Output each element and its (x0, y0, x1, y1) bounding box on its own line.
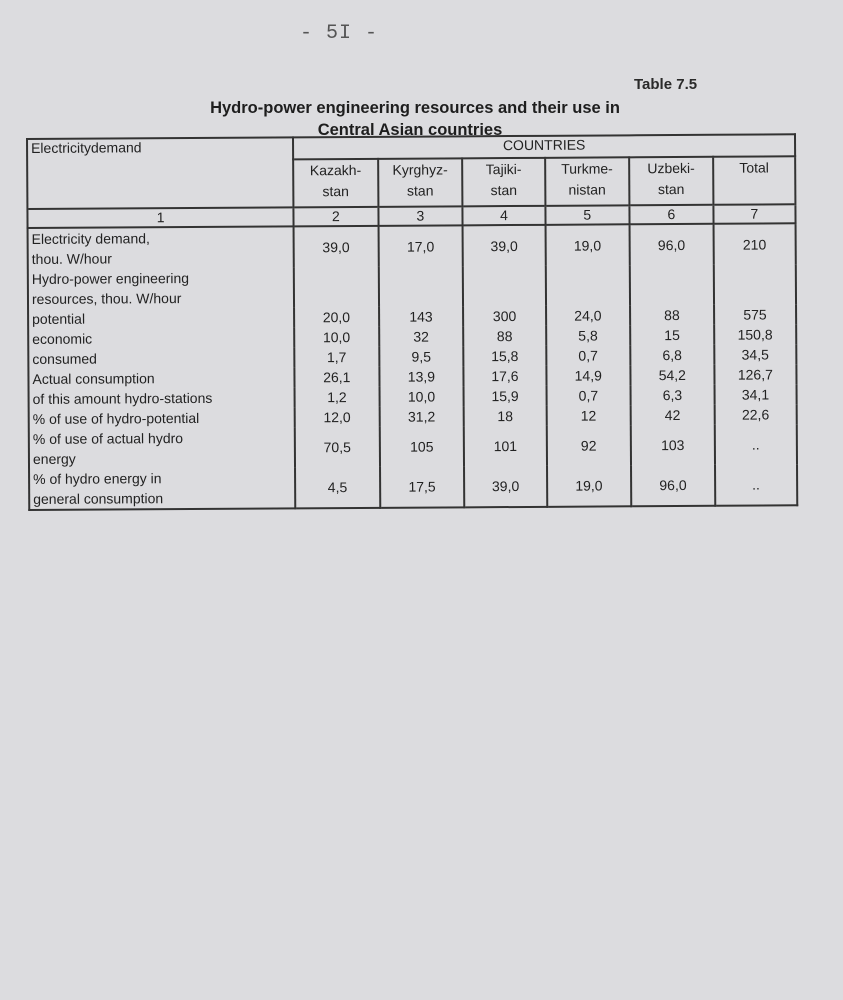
table-cell: 17,0 (378, 225, 463, 267)
table-cell: .. (715, 424, 797, 465)
table-cell: 103 (631, 425, 715, 466)
table-row (29, 464, 797, 510)
table-cell: 24,0 (546, 305, 630, 326)
table-cell: 10,0 (379, 386, 464, 407)
row-label (29, 467, 295, 510)
table-label: Table 7.5 (634, 76, 698, 93)
table-cell: 26,1 (295, 367, 379, 388)
table-cell: 105 (379, 426, 464, 467)
table-cell: 6,3 (630, 385, 714, 406)
table-cell: .. (715, 464, 797, 506)
table-cell: 96,0 (629, 224, 713, 266)
table-cell: 34,1 (714, 384, 796, 405)
table-cell: 70,5 (295, 427, 380, 468)
column-number: 5 (545, 205, 629, 225)
table-cell: 88 (463, 326, 545, 347)
row-label-line: % of use of actual hydro (32, 430, 184, 447)
table-cell: 54,2 (630, 365, 714, 386)
row-label (28, 226, 294, 269)
table-cell: 18 (464, 406, 546, 427)
row-label (28, 347, 294, 369)
table-cell: 143 (379, 306, 464, 327)
table-cell: 13,9 (379, 366, 464, 387)
table-cell (714, 264, 796, 305)
header-country-kyrgyzstan: Kyrghyz- stan (378, 158, 463, 207)
row-label-line: resources, thou. W/hour (31, 290, 182, 307)
table-cell: 32 (379, 326, 464, 347)
header-countries-group: COUNTRIES (293, 134, 795, 159)
header-country-kazakhstan: Kazakh- stan (293, 159, 378, 208)
table-cell: 39,0 (463, 225, 546, 267)
table-cell: 15 (630, 325, 714, 346)
table-cell: 34,5 (714, 344, 796, 365)
table-cell: 126,7 (714, 364, 796, 385)
row-label-line: Electricity demand, (31, 230, 150, 247)
row-label (29, 407, 295, 429)
table-cell: 210 (713, 223, 795, 265)
table-cell: 4,5 (295, 467, 380, 509)
table-cell: 101 (464, 426, 547, 467)
column-number: 2 (294, 207, 378, 227)
table-cell: 22,6 (714, 404, 796, 425)
row-label (29, 427, 295, 469)
table-cell: 1,2 (295, 387, 379, 408)
column-number: 7 (713, 204, 795, 224)
table-cell (378, 266, 463, 307)
row-label-line: Hydro-power engineering (31, 270, 190, 287)
table-cell (294, 267, 379, 308)
header-country-uzbekistan: Uzbeki- stan (629, 157, 713, 206)
row-label (28, 307, 294, 329)
row-label-line: potential (32, 310, 86, 327)
column-number: 6 (629, 205, 713, 225)
row-label-line: thou. W/hour (31, 250, 112, 267)
row-label (29, 387, 295, 409)
table-cell: 17,6 (464, 366, 546, 387)
table-cell: 6,8 (630, 345, 714, 366)
table-cell: 300 (463, 306, 545, 327)
column-number: 3 (378, 206, 463, 226)
row-label-line: % of hydro energy in (33, 470, 162, 487)
table-cell: 0,7 (546, 345, 630, 366)
table-cell: 42 (631, 405, 715, 426)
row-label-line: general consumption (33, 490, 164, 507)
table-cell: 19,0 (547, 465, 632, 507)
table-cell: 96,0 (631, 465, 715, 507)
column-number: 4 (463, 206, 545, 226)
page-number: - 5I - (300, 22, 379, 45)
column-number: 1 (27, 207, 293, 228)
table-cell: 88 (630, 305, 714, 326)
row-label-line: of this amount hydro-stations (32, 389, 213, 407)
header-total: Total (713, 156, 796, 205)
table-cell: 14,9 (546, 365, 630, 386)
table-cell: 12 (546, 405, 630, 426)
table-cell (463, 266, 546, 307)
table-cell: 5,8 (546, 325, 630, 346)
table-row (28, 223, 796, 269)
table-cell: 150,8 (714, 324, 796, 345)
table-cell: 1,7 (294, 347, 378, 368)
row-label-line: consumed (32, 350, 97, 367)
table-cell: 39,0 (294, 226, 379, 268)
table-cell: 15,8 (464, 346, 546, 367)
row-label (28, 327, 294, 349)
table-cell: 17,5 (380, 466, 465, 508)
table-row (29, 424, 797, 469)
header-country-turkmenistan: Turkme- nistan (545, 157, 630, 206)
table-cell: 92 (546, 425, 631, 466)
table-cell: 20,0 (294, 307, 378, 328)
table-cell: 9,5 (379, 346, 464, 367)
table-cell: 31,2 (379, 406, 464, 427)
row-label-line: economic (32, 330, 93, 347)
hydro-power-table (26, 133, 798, 511)
table-cell: 19,0 (545, 224, 630, 266)
header-country-tajikistan: Tajiki- stan (462, 158, 545, 207)
row-label-line: Actual consumption (32, 370, 155, 387)
table-subtitle: Central Asian countries (317, 121, 503, 139)
table-cell (630, 265, 714, 306)
table-row (28, 264, 796, 309)
header-first-column: Electricitydemand (27, 137, 294, 209)
table-body (28, 223, 798, 510)
table-title: Hydro-power engineering resources and their use in (210, 99, 620, 117)
table-cell: 39,0 (464, 466, 547, 508)
row-label (28, 367, 294, 389)
table-cell: 10,0 (294, 327, 378, 348)
row-label-line: % of use of hydro-potential (32, 409, 200, 427)
table-cell: 575 (714, 304, 796, 325)
table-cell: 15,9 (464, 386, 546, 407)
table-cell (545, 265, 630, 306)
row-label-line: energy (32, 450, 76, 467)
row-label (28, 267, 294, 309)
table-cell: 12,0 (295, 407, 379, 428)
table-cell: 0,7 (546, 385, 630, 406)
